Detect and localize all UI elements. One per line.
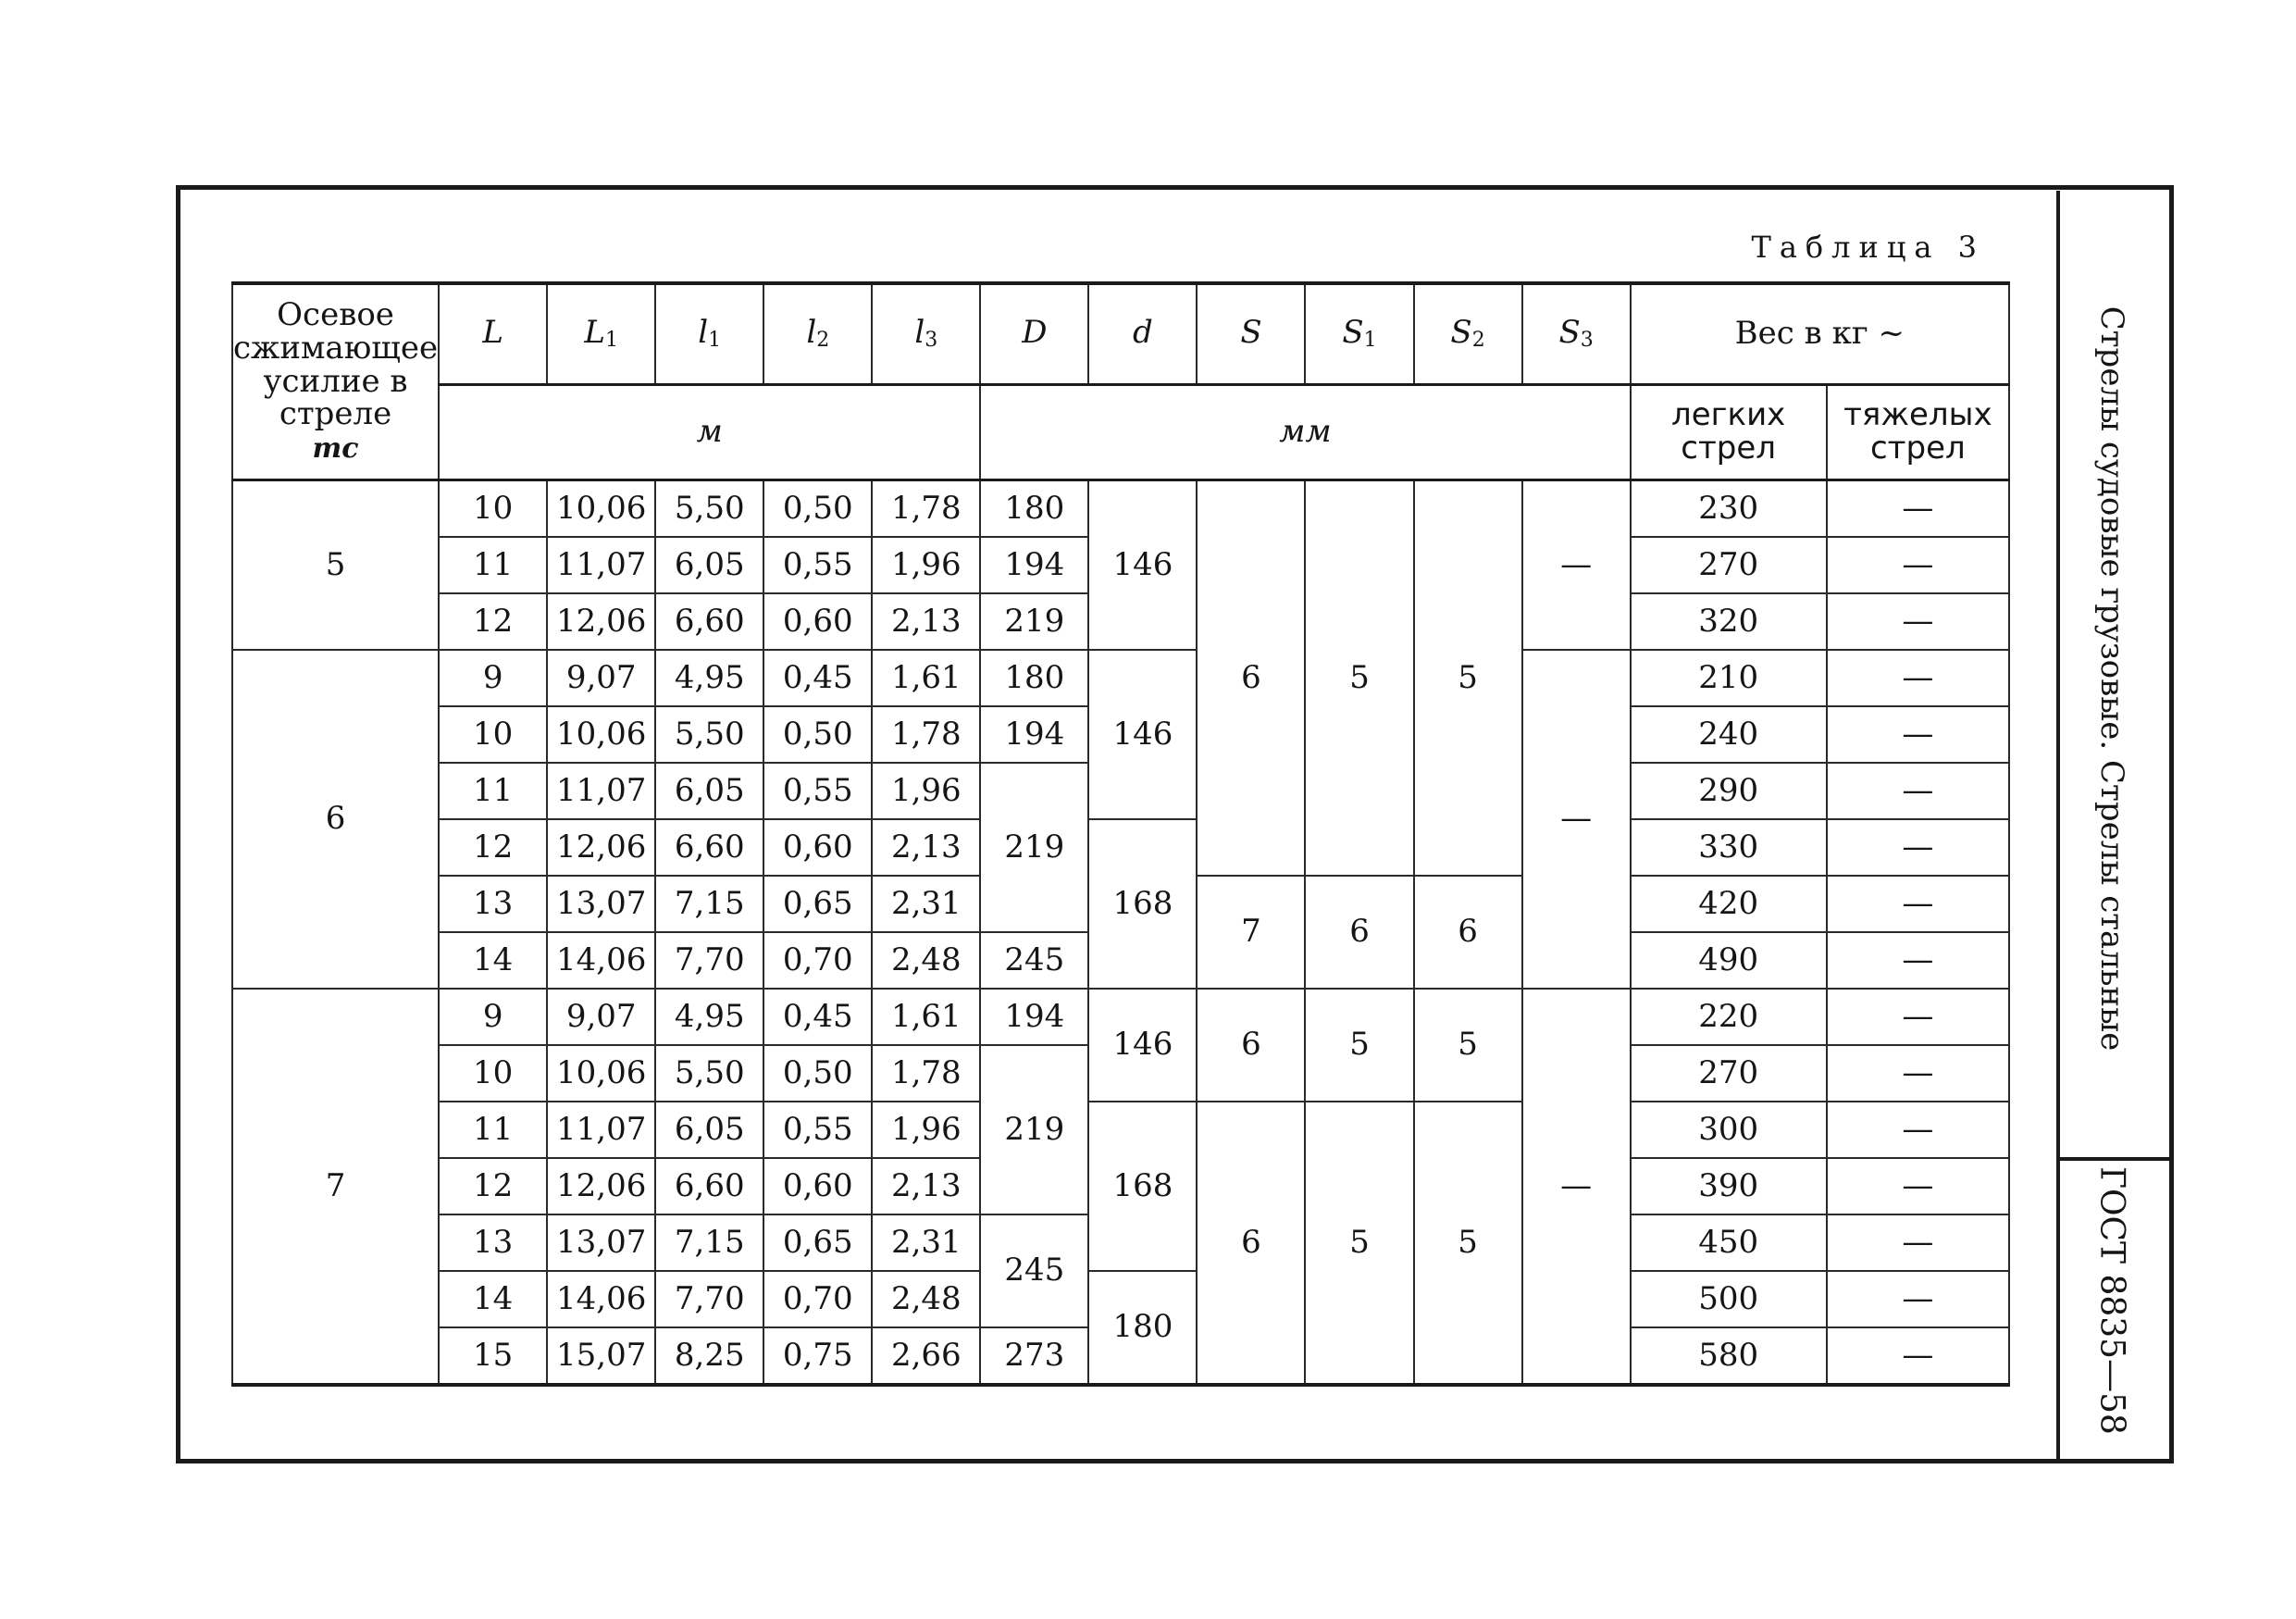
cell-S3: — [1522, 989, 1631, 1385]
cell-l2: 0,65 [763, 1214, 872, 1271]
cell-l3: 2,31 [872, 876, 980, 932]
cell-l1: 6,05 [655, 537, 763, 593]
table-row [232, 480, 2009, 538]
cell-S2: 5 [1414, 1102, 1522, 1385]
cell-S2: 5 [1414, 480, 1522, 877]
frame-top-rule [178, 185, 2173, 190]
cell-l1: 8,25 [655, 1327, 763, 1385]
cell-l2: 0,55 [763, 537, 872, 593]
cell-d: 146 [1088, 480, 1197, 651]
header-force-label: Осевое сжимающее усилие в стреле [233, 296, 439, 433]
cell-S: 6 [1197, 480, 1305, 877]
cell-light: 220 [1631, 989, 1827, 1045]
cell-L1: 9,07 [547, 650, 655, 706]
cell-l2: 0,50 [763, 706, 872, 763]
cell-L: 11 [439, 763, 547, 819]
cell-l1: 6,05 [655, 1102, 763, 1158]
cell-l3: 1,96 [872, 537, 980, 593]
cell-S: 6 [1197, 1102, 1305, 1385]
side-standard-code: ГОСТ 8835—58 [2092, 1166, 2131, 1435]
cell-S1: 5 [1305, 1102, 1413, 1385]
cell-l1: 6,60 [655, 593, 763, 650]
cell-L: 10 [439, 706, 547, 763]
cell-heavy: — [1827, 480, 2009, 538]
cell-d: 180 [1088, 1271, 1197, 1385]
cell-light: 240 [1631, 706, 1827, 763]
cell-heavy: — [1827, 819, 2009, 876]
cell-heavy: — [1827, 537, 2009, 593]
cell-heavy: — [1827, 1327, 2009, 1385]
cell-S3: — [1522, 480, 1631, 651]
cell-l3: 1,96 [872, 1102, 980, 1158]
cell-light: 320 [1631, 593, 1827, 650]
cell-heavy: — [1827, 989, 2009, 1045]
header-col-S2: S2 [1414, 283, 1522, 385]
cell-light: 450 [1631, 1214, 1827, 1271]
cell-L1: 14,06 [547, 1271, 655, 1327]
side-title: Стрелы судовые грузовые. Стрелы стальные [2093, 305, 2130, 1052]
cell-heavy: — [1827, 1102, 2009, 1158]
cell-L: 12 [439, 1158, 547, 1214]
cell-l3: 2,31 [872, 1214, 980, 1271]
cell-l1: 5,50 [655, 480, 763, 538]
cell-S1: 5 [1305, 989, 1413, 1102]
header-weight-heavy: тяжелых стрел [1827, 385, 2009, 480]
table-row [232, 819, 2009, 876]
side-panel-split [2058, 1157, 2171, 1161]
cell-S2: 5 [1414, 989, 1522, 1102]
header-col-D: D [980, 283, 1088, 385]
cell-L: 10 [439, 480, 547, 538]
cell-S2: 6 [1414, 876, 1522, 989]
frame-left-rule [176, 185, 180, 1463]
cell-l2: 0,55 [763, 1102, 872, 1158]
cell-d: 168 [1088, 1102, 1197, 1271]
cell-L: 12 [439, 593, 547, 650]
cell-light: 230 [1631, 480, 1827, 538]
cell-D: 180 [980, 480, 1088, 538]
cell-l2: 0,45 [763, 650, 872, 706]
cell-heavy: — [1827, 1271, 2009, 1327]
cell-L1: 13,07 [547, 876, 655, 932]
cell-L: 14 [439, 932, 547, 989]
cell-l2: 0,75 [763, 1327, 872, 1385]
cell-l3: 1,61 [872, 989, 980, 1045]
cell-D: 180 [980, 650, 1088, 706]
cell-l3: 1,78 [872, 706, 980, 763]
cell-L1: 11,07 [547, 1102, 655, 1158]
cell-l1: 6,60 [655, 1158, 763, 1214]
cell-S1: 5 [1305, 480, 1413, 877]
cell-heavy: — [1827, 1158, 2009, 1214]
cell-light: 210 [1631, 650, 1827, 706]
cell-D: 245 [980, 1214, 1088, 1327]
cell-force: 5 [232, 480, 439, 651]
cell-force: 7 [232, 989, 439, 1385]
cell-D: 219 [980, 1045, 1088, 1214]
cell-D: 194 [980, 989, 1088, 1045]
cell-heavy: — [1827, 1214, 2009, 1271]
cell-light: 420 [1631, 876, 1827, 932]
cell-heavy: — [1827, 706, 2009, 763]
cell-l1: 6,60 [655, 819, 763, 876]
cell-D: 273 [980, 1327, 1088, 1385]
cell-L: 9 [439, 989, 547, 1045]
cell-heavy: — [1827, 593, 2009, 650]
header-col-l3: l3 [872, 283, 980, 385]
cell-light: 330 [1631, 819, 1827, 876]
cell-L1: 15,07 [547, 1327, 655, 1385]
cell-L1: 14,06 [547, 932, 655, 989]
cell-light: 290 [1631, 763, 1827, 819]
cell-L: 13 [439, 876, 547, 932]
cell-S3: — [1522, 650, 1631, 989]
cell-l3: 1,96 [872, 763, 980, 819]
table-row [232, 989, 2009, 1045]
cell-l2: 0,70 [763, 1271, 872, 1327]
cell-L1: 10,06 [547, 480, 655, 538]
cell-l1: 5,50 [655, 1045, 763, 1102]
cell-L1: 12,06 [547, 593, 655, 650]
header-row-units [232, 385, 2009, 480]
side-panel-divider [2056, 191, 2060, 1459]
table-row [232, 650, 2009, 706]
cell-l2: 0,50 [763, 480, 872, 538]
cell-heavy: — [1827, 932, 2009, 989]
cell-D: 194 [980, 706, 1088, 763]
header-row-symbols [232, 283, 2009, 385]
cell-L1: 11,07 [547, 763, 655, 819]
cell-S1: 6 [1305, 876, 1413, 989]
cell-l2: 0,55 [763, 763, 872, 819]
cell-L: 15 [439, 1327, 547, 1385]
cell-D: 219 [980, 763, 1088, 932]
cell-light: 500 [1631, 1271, 1827, 1327]
cell-heavy: — [1827, 876, 2009, 932]
cell-l1: 7,70 [655, 1271, 763, 1327]
cell-l3: 2,48 [872, 932, 980, 989]
cell-light: 300 [1631, 1102, 1827, 1158]
cell-d: 168 [1088, 819, 1197, 989]
table-caption: Таблица 3 [1751, 230, 1985, 265]
cell-l3: 2,48 [872, 1271, 980, 1327]
cell-l2: 0,70 [763, 932, 872, 989]
cell-L1: 12,06 [547, 819, 655, 876]
cell-l3: 2,13 [872, 819, 980, 876]
cell-l1: 7,15 [655, 1214, 763, 1271]
cell-S: 6 [1197, 989, 1305, 1102]
cell-L: 14 [439, 1271, 547, 1327]
header-col-L1: L1 [547, 283, 655, 385]
boom-specs-table [231, 281, 2010, 1387]
header-col-l2: l2 [763, 283, 872, 385]
cell-d: 146 [1088, 989, 1197, 1102]
cell-l1: 4,95 [655, 650, 763, 706]
cell-l1: 5,50 [655, 706, 763, 763]
cell-l1: 7,70 [655, 932, 763, 989]
cell-l1: 6,05 [655, 763, 763, 819]
header-col-S1: S1 [1305, 283, 1413, 385]
cell-L: 10 [439, 1045, 547, 1102]
cell-L: 12 [439, 819, 547, 876]
cell-l3: 2,13 [872, 1158, 980, 1214]
cell-l3: 1,78 [872, 480, 980, 538]
header-unit-mm: мм [980, 385, 1630, 480]
header-force-unit: тс [312, 432, 359, 466]
cell-light: 270 [1631, 1045, 1827, 1102]
cell-light: 490 [1631, 932, 1827, 989]
cell-heavy: — [1827, 1045, 2009, 1102]
cell-force: 6 [232, 650, 439, 989]
cell-l2: 0,60 [763, 819, 872, 876]
cell-l3: 2,66 [872, 1327, 980, 1385]
header-col-l1: l1 [655, 283, 763, 385]
cell-L: 11 [439, 1102, 547, 1158]
cell-l3: 2,13 [872, 593, 980, 650]
cell-L1: 11,07 [547, 537, 655, 593]
table-body [232, 480, 2009, 1386]
cell-light: 270 [1631, 537, 1827, 593]
cell-l3: 1,61 [872, 650, 980, 706]
table-row [232, 1102, 2009, 1158]
cell-l3: 1,78 [872, 1045, 980, 1102]
cell-l2: 0,45 [763, 989, 872, 1045]
cell-l2: 0,60 [763, 1158, 872, 1214]
cell-light: 390 [1631, 1158, 1827, 1214]
header-unit-m: м [439, 385, 980, 480]
header-weight-light: легких стрел [1631, 385, 1827, 480]
header-col-d: d [1088, 283, 1197, 385]
cell-D: 245 [980, 932, 1088, 989]
cell-L1: 9,07 [547, 989, 655, 1045]
cell-heavy: — [1827, 763, 2009, 819]
cell-light: 580 [1631, 1327, 1827, 1385]
cell-l2: 0,60 [763, 593, 872, 650]
cell-heavy: — [1827, 650, 2009, 706]
cell-D: 194 [980, 537, 1088, 593]
cell-l1: 4,95 [655, 989, 763, 1045]
cell-L1: 13,07 [547, 1214, 655, 1271]
cell-L1: 10,06 [547, 1045, 655, 1102]
frame-bottom-rule [178, 1459, 2173, 1463]
header-weight: Вес в кг ~ [1631, 283, 2009, 385]
cell-L: 9 [439, 650, 547, 706]
cell-d: 146 [1088, 650, 1197, 819]
frame-right-rule [2169, 185, 2174, 1463]
header-col-S: S [1197, 283, 1305, 385]
cell-L: 11 [439, 537, 547, 593]
cell-l2: 0,50 [763, 1045, 872, 1102]
table-row [232, 1271, 2009, 1327]
cell-D: 219 [980, 593, 1088, 650]
cell-l1: 7,15 [655, 876, 763, 932]
cell-l2: 0,65 [763, 876, 872, 932]
header-force [232, 283, 439, 480]
cell-S: 7 [1197, 876, 1305, 989]
cell-L: 13 [439, 1214, 547, 1271]
cell-L1: 10,06 [547, 706, 655, 763]
header-col-L: L [439, 283, 547, 385]
cell-L1: 12,06 [547, 1158, 655, 1214]
header-col-S3: S3 [1522, 283, 1631, 385]
